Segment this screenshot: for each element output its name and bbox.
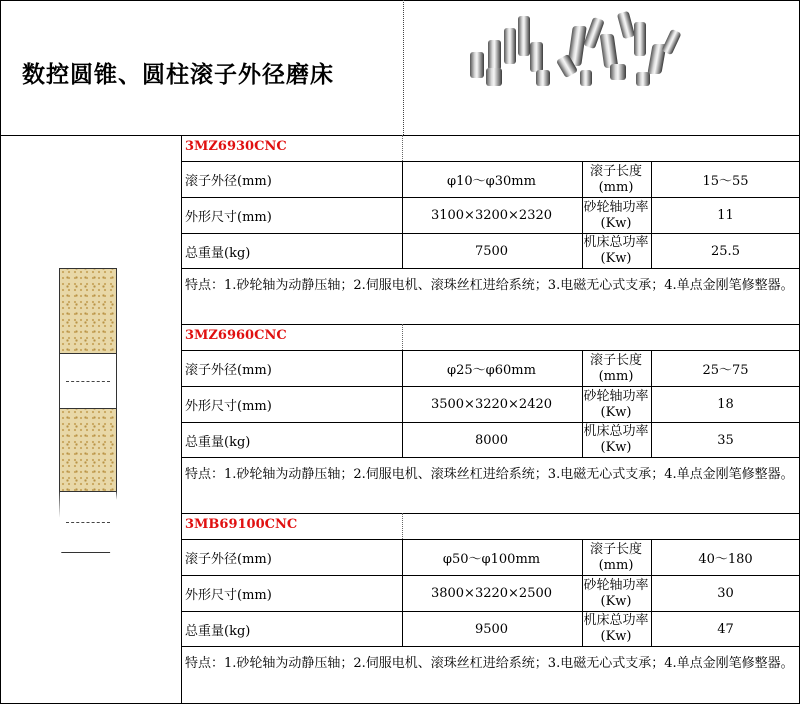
spec-value: φ25～φ60mm xyxy=(447,363,536,378)
spec-label: 外形尺寸(mm) xyxy=(185,399,272,414)
spec-label: 总重量(kg) xyxy=(185,434,251,450)
spec-label: 砂轮轴功率(Kw) xyxy=(583,577,649,609)
rollers-photo xyxy=(460,8,690,98)
spec-value: 3100×3200×2320 xyxy=(430,208,553,223)
spec-label: 滚子长度(mm) xyxy=(589,352,642,384)
features-text: 特点：1.砂轮轴为动静压轴；2.伺服电机、滚珠丝杠进给系统；3.电磁无心式支承；4.单点金刚笔修整器。 xyxy=(185,656,794,671)
spec-value: 18 xyxy=(717,397,734,412)
features-text: 特点：1.砂轮轴为动静压轴；2.伺服电机、滚珠丝杠进给系统；3.电磁无心式支承；4.单点金刚笔修整器。 xyxy=(185,467,794,482)
spec-value: 11 xyxy=(717,208,734,223)
spec-label: 滚子外径(mm) xyxy=(185,552,272,567)
model-name: 3MZ6960CNC xyxy=(185,328,287,343)
spec-label: 外形尺寸(mm) xyxy=(185,210,272,225)
spec-label: 滚子长度(mm) xyxy=(589,163,642,195)
model-name: 3MB69100CNC xyxy=(185,517,298,532)
spec-value: 9500 xyxy=(474,621,509,637)
spec-value: 25.5 xyxy=(711,243,740,259)
spec-value: 3800×3220×2500 xyxy=(430,586,553,601)
header-divider xyxy=(403,0,404,135)
product-section-1 xyxy=(181,135,800,325)
spec-value: 15～55 xyxy=(702,174,749,189)
product-section-3 xyxy=(181,513,800,703)
product-section-2 xyxy=(181,324,800,514)
spec-value: 25～75 xyxy=(702,363,749,378)
spec-label: 总重量(kg) xyxy=(185,245,251,261)
spec-value: 40～180 xyxy=(698,552,753,567)
spec-label: 滚子长度(mm) xyxy=(589,541,642,573)
spec-label: 机床总功率(Kw) xyxy=(583,235,649,266)
spec-value: φ50～φ100mm xyxy=(442,552,541,567)
spec-value: 3500×3220×2420 xyxy=(430,397,553,412)
model-name: 3MZ6930CNC xyxy=(185,139,287,154)
spec-label: 滚子外径(mm) xyxy=(185,174,272,189)
spec-value: 8000 xyxy=(474,432,509,448)
spec-label: 机床总功率(Kw) xyxy=(583,424,649,455)
spec-value: 47 xyxy=(717,621,734,637)
features-text: 特点：1.砂轮轴为动静压轴；2.伺服电机、滚珠丝杠进给系统；3.电磁无心式支承；4.单点金刚笔修整器。 xyxy=(185,278,794,293)
spec-label: 滚子外径(mm) xyxy=(185,363,272,378)
grinding-wheel-drawing xyxy=(59,268,119,554)
spec-label: 砂轮轴功率(Kw) xyxy=(583,388,649,420)
spec-label: 机床总功率(Kw) xyxy=(583,613,649,644)
spec-label: 砂轮轴功率(Kw) xyxy=(583,199,649,231)
spec-label: 外形尺寸(mm) xyxy=(185,588,272,603)
spec-value: φ10～φ30mm xyxy=(447,174,536,189)
spec-value: 35 xyxy=(717,432,734,448)
spec-value: 30 xyxy=(717,586,734,601)
spec-value: 7500 xyxy=(474,243,509,259)
spec-label: 总重量(kg) xyxy=(185,623,251,639)
page-title: 数控圆锥、圆柱滚子外径磨床 xyxy=(22,61,334,88)
